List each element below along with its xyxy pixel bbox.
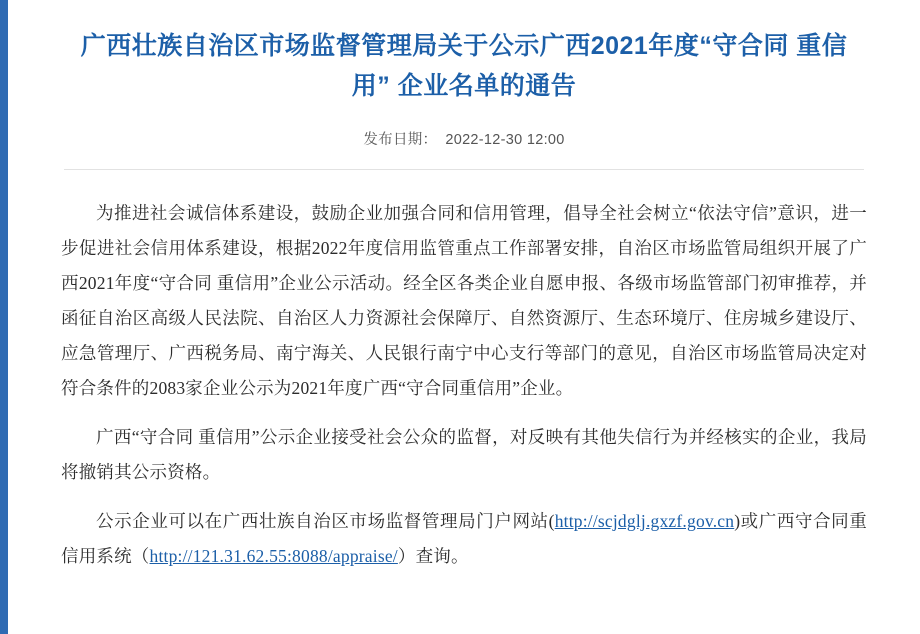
header-divider [64,169,864,170]
paragraph-1: 为推进社会诚信体系建设，鼓励企业加强合同和信用管理，倡导全社会树立“依法守信”意识，进一步促进社会信用体系建设，根据2022年度信用监管重点工作部署安排，自治区市场监管局组织开展了广西2021年度“守合同 重信用”企业公示活动。经全区各类企业自愿申报、各级市场监管部门初审推荐，并函征自治区高级人民法院、自治区人力资源社会保障厅、自然资源厅、生态环境厅、住房城乡建设厅、应急管理厅、广西税务局、南宁海关、人民银行南宁中心支行等部门的意见，自治区市场监管局决定对符合条件的2083家企业公示为2021年度广西“守合同重信用”企业。 [61,203,867,398]
portal-website-link[interactable]: http://scjdglj.gxzf.gov.cn [554,511,735,531]
publish-date-value: 2022-12-30 12:00 [445,132,565,148]
paragraph-3 [61,504,867,574]
paragraph-3-middle: )或广西守合同重信用系统（ [61,511,867,566]
left-accent-rule [0,0,8,634]
paragraph-3-suffix: ）查询。 [397,546,469,566]
page-title: 广西壮族自治区市场监督管理局关于公示广西2021年度“守合同 重信用” 企业名单的通告 [80,32,848,100]
appraise-system-link[interactable]: http://121.31.62.55:8088/appraise/ [149,546,398,566]
paragraph-3-prefix: 公示企业可以在广西壮族自治区市场监督管理局门户网站( [96,511,555,531]
document-content [8,0,920,634]
paragraph-2: 广西“守合同 重信用”公示企业接受社会公众的监督，对反映有其他失信行为并经核实的企业，我局将撤销其公示资格。 [61,427,867,482]
publish-meta [60,128,868,149]
publish-date-label: 发布日期： [363,132,438,148]
article-body [61,196,867,574]
